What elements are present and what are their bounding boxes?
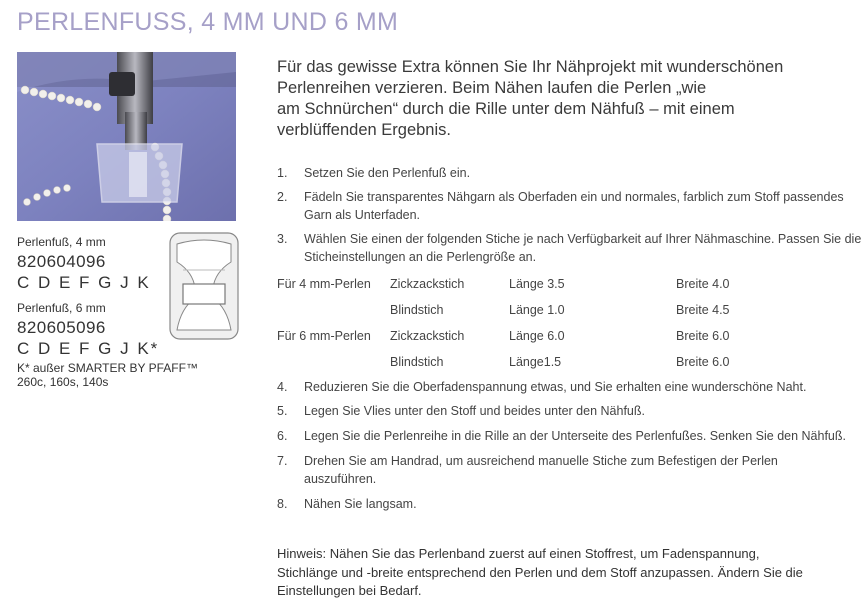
step-text: Legen Sie Vlies unter den Stoff und beides unter den Nähfuß.	[304, 404, 645, 418]
table-width: Breite 4.5	[676, 303, 730, 317]
intro-paragraph	[277, 57, 847, 141]
note-line-2: Stichlänge und -breite entsprechend den Perlen und dem Stoff anzupassen. Ändern Sie die	[277, 564, 803, 580]
note-line-3: Einstellungen bei Bedarf.	[277, 583, 422, 598]
step-number: 7.	[277, 454, 288, 468]
table-length: Länge1.5	[509, 355, 562, 369]
intro-line-3: am Schnürchen“ durch die Rille unter dem Nähfuß – mit einem	[277, 100, 735, 118]
step-number: 3.	[277, 232, 288, 246]
step-number: 2.	[277, 190, 288, 204]
step-text: Reduzieren Sie die Oberfadenspannung etwas, und Sie erhalten eine wunderschöne Naht.	[304, 380, 807, 394]
foot6-label: Perlenfuß, 6 mm	[17, 301, 106, 315]
step-text: Setzen Sie den Perlenfuß ein.	[304, 166, 471, 180]
note-line-1: Hinweis: Nähen Sie das Perlenband zuerst auf einen Stoffrest, um Fadenspannung,	[277, 546, 760, 561]
table-stitch: Zickzackstich	[390, 329, 465, 343]
page-title: PERLENFUSS, 4 MM UND 6 MM	[17, 8, 399, 36]
step-number: 1.	[277, 166, 288, 180]
table-length: Länge 6.0	[509, 329, 565, 343]
table-length: Länge 1.0	[509, 303, 565, 317]
step-number: 8.	[277, 497, 288, 511]
intro-line-4: verblüffenden Ergebnis.	[277, 121, 451, 139]
step-text: Legen Sie die Perlenreihe in die Rille an der Unterseite des Perlenfußes. Senken Sie den Nähfuß.	[304, 429, 846, 443]
foot6-part-number: 820605096	[17, 318, 106, 337]
table-stitch: Zickzackstich	[390, 277, 465, 291]
step-number: 4.	[277, 380, 288, 394]
step-number: 5.	[277, 404, 288, 418]
table-stitch: Blindstich	[390, 303, 444, 317]
table-stitch: Blindstich	[390, 355, 444, 369]
pearl-foot-icon	[169, 232, 239, 340]
footnote-line-1: K* außer SMARTER BY PFAFF™	[17, 361, 198, 375]
table-group: Für 6 mm-Perlen	[277, 329, 371, 343]
table-width: Breite 6.0	[676, 355, 730, 369]
foot6-model-codes: C D E F G J K*	[17, 339, 160, 358]
foot4-model-codes: C D E F G J K	[17, 273, 151, 292]
step-text: Drehen Sie am Handrad, um ausreichend manuelle Stiche zum Befestigen der Perlen auszuführen.	[304, 454, 778, 486]
table-width: Breite 6.0	[676, 329, 730, 343]
intro-line-1: Für das gewisse Extra können Sie Ihr Nähprojekt mit wunderschönen	[277, 58, 784, 76]
step-text: Nähen Sie langsam.	[304, 497, 417, 511]
presser-foot-photo	[17, 52, 236, 221]
step-number: 6.	[277, 429, 288, 443]
intro-line-2: Perlenreihen verzieren. Beim Nähen laufen die Perlen „wie	[277, 79, 707, 97]
table-group: Für 4 mm-Perlen	[277, 277, 371, 291]
step-text: Wählen Sie einen der folgenden Stiche je nach Verfügbarkeit auf Ihrer Nähmaschine. Passen Sie die Sticheinstellungen an die Perlengröße an.	[304, 232, 862, 264]
table-width: Breite 4.0	[676, 277, 730, 291]
note-paragraph	[277, 545, 862, 601]
step-text: Fädeln Sie transparentes Nähgarn als Oberfaden ein und normales, farblich zum Stoff passendes Garn als Unterfaden.	[304, 190, 844, 222]
footnote-line-2: 260c, 160s, 140s	[17, 375, 109, 389]
foot4-part-number: 820604096	[17, 252, 106, 271]
table-length: Länge 3.5	[509, 277, 565, 291]
foot4-label: Perlenfuß, 4 mm	[17, 235, 106, 249]
